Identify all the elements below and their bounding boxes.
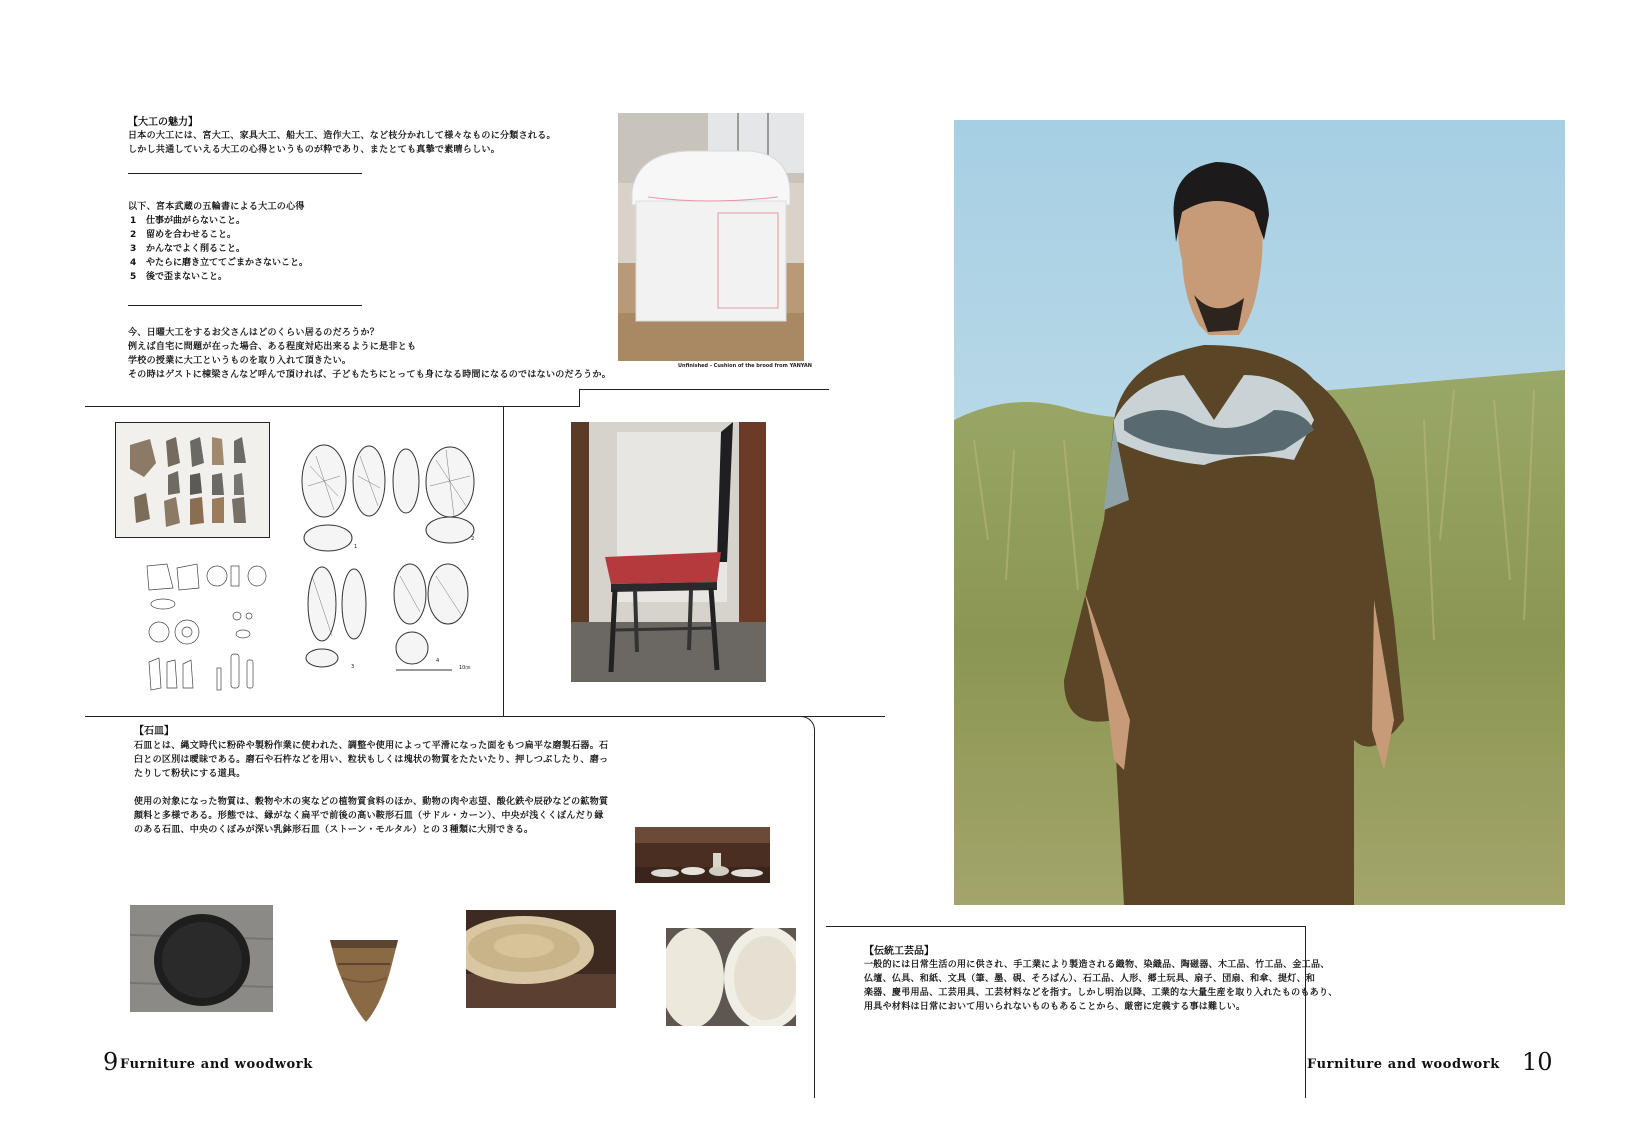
portrait-photo — [954, 120, 1565, 905]
figure-label: 1 — [354, 544, 358, 550]
precept-item: 4 やたらに磨き立ててごまかさないこと。 — [130, 258, 309, 268]
question-line: その時はゲストに棟梁さんなど呼んで頂ければ、子どもたちにとっても身になる時間になるのではないのだろうか。 — [128, 370, 612, 380]
precepts-list — [130, 214, 308, 284]
white-plates-photo — [666, 928, 796, 1026]
column-divider — [814, 730, 815, 1098]
stone-dish-text: 臼との区別は曖昧である。磨石や石杵などを用い、粒状もしくは塊状の物質をたたいたり、押しつぶしたり、磨っ — [134, 755, 609, 765]
section-divider — [579, 389, 829, 390]
cushion-photo — [618, 113, 804, 361]
figure-label: 4 — [436, 658, 440, 664]
figure-label: 2 — [471, 536, 475, 542]
precept-item: 3 かんなでよく削ること。 — [130, 244, 246, 254]
carpentry-intro-line: 日本の大工には、宮大工、家具大工、船大工、造作大工、など枝分かれして様々なものに分類される。 — [128, 131, 556, 141]
artifact-sketches — [145, 562, 270, 697]
carpentry-heading: 【大工の魅力】 — [128, 117, 198, 128]
question-line: 学校の授業に大工というものを取り入れて頂きたい。 — [128, 356, 352, 366]
section-divider — [85, 406, 579, 407]
precepts-title: 以下、宮本武蔵の五輪書による大工の心得 — [128, 202, 305, 212]
crafts-text: 一般的には日常生活の用に供され、手工業により製造される織物、染織品、陶磁器、木工品、竹工品、金工品、 — [864, 960, 1330, 970]
page-number-right: 10 — [1522, 1048, 1553, 1076]
stone-dish-text: 顔料と多様である。形態では、縁がなく扁平で前後の高い鞍形石皿（サドル・カーン）、中央が浅くくぼんだり縁 — [134, 811, 604, 821]
crafts-heading: 【伝統工芸品】 — [864, 946, 934, 957]
precept-item: 2 留めを合わせること。 — [130, 230, 237, 240]
page-footer-right: Furniture and woodwork — [1307, 1057, 1500, 1072]
section-divider — [579, 389, 580, 407]
column-divider — [1305, 926, 1306, 1098]
stone-dish-text: たりして粉状にする道具。 — [134, 769, 246, 779]
page-footer-left: Furniture and woodwork — [120, 1057, 313, 1072]
stone-dish-heading: 【石皿】 — [134, 726, 174, 737]
page-number-left: 9 — [103, 1048, 119, 1076]
section-divider — [85, 716, 805, 717]
crafts-text: 楽器、慶弔用品、工芸用具、工芸材料などを指す。しかし明治以降、工業的な大量生産を取り入れたものもあり、 — [864, 988, 1338, 998]
stone-dish-drawings — [296, 436, 486, 676]
carpentry-intro-line: しかし共通していえる大工の心得というものが粋であり、またとても真摯で素晴らしい。 — [128, 145, 501, 155]
stone-tools-photo — [115, 422, 270, 538]
precept-item: 5 後で歪まないこと。 — [130, 272, 228, 282]
stone-dish-text: のある石皿、中央のくぼみが深い乳鉢形石皿（ストーン・モルタル）との３種類に大別できる。 — [134, 825, 534, 835]
crafts-text: 仏壇、仏具、和紙、文具（筆、墨、硯、そろばん）、石工品、人形、郷土玩具、扇子、団扇、和傘、提灯、和 — [864, 974, 1316, 984]
question-line: 例えば自宅に問題が在った場合、ある程度対応出来るように是非とも — [128, 342, 417, 352]
section-divider — [128, 305, 362, 306]
dishes-shelf-photo — [635, 827, 770, 883]
question-line: 今、日曜大工をするお父さんはどのくらい居るのだろうか？ — [128, 328, 380, 338]
precept-item: 1 仕事が曲がらないこと。 — [130, 216, 246, 226]
cream-bowl-photo — [466, 910, 616, 1008]
figure-label: 3 — [351, 664, 355, 670]
scale-label: 10㎝ — [459, 665, 471, 671]
dark-plate-photo — [130, 905, 273, 1012]
section-divider — [128, 173, 362, 174]
stone-dish-text: 石皿とは、縄文時代に粉砕や製粉作業に使われた、調整や使用によって平滑になった面をもつ扁平な磨製石器。石 — [134, 741, 609, 751]
chair-photo — [571, 422, 766, 682]
frame-corner — [795, 716, 815, 736]
crafts-text: 用具や材料は日常において用いられないものもあることから、厳密に定義する事は難しい。 — [864, 1002, 1246, 1012]
jomon-vessel-photo — [326, 934, 402, 1024]
cushion-caption: Unfinished - Cushion of the brood from YANYAN — [678, 363, 812, 369]
stone-dish-text: 使用の対象になった物質は、穀物や木の実などの植物質食料のほか、動物の肉や志望、酸化鉄や辰砂などの鉱物質 — [134, 797, 609, 807]
column-divider — [503, 406, 504, 716]
section-divider — [826, 926, 1306, 927]
